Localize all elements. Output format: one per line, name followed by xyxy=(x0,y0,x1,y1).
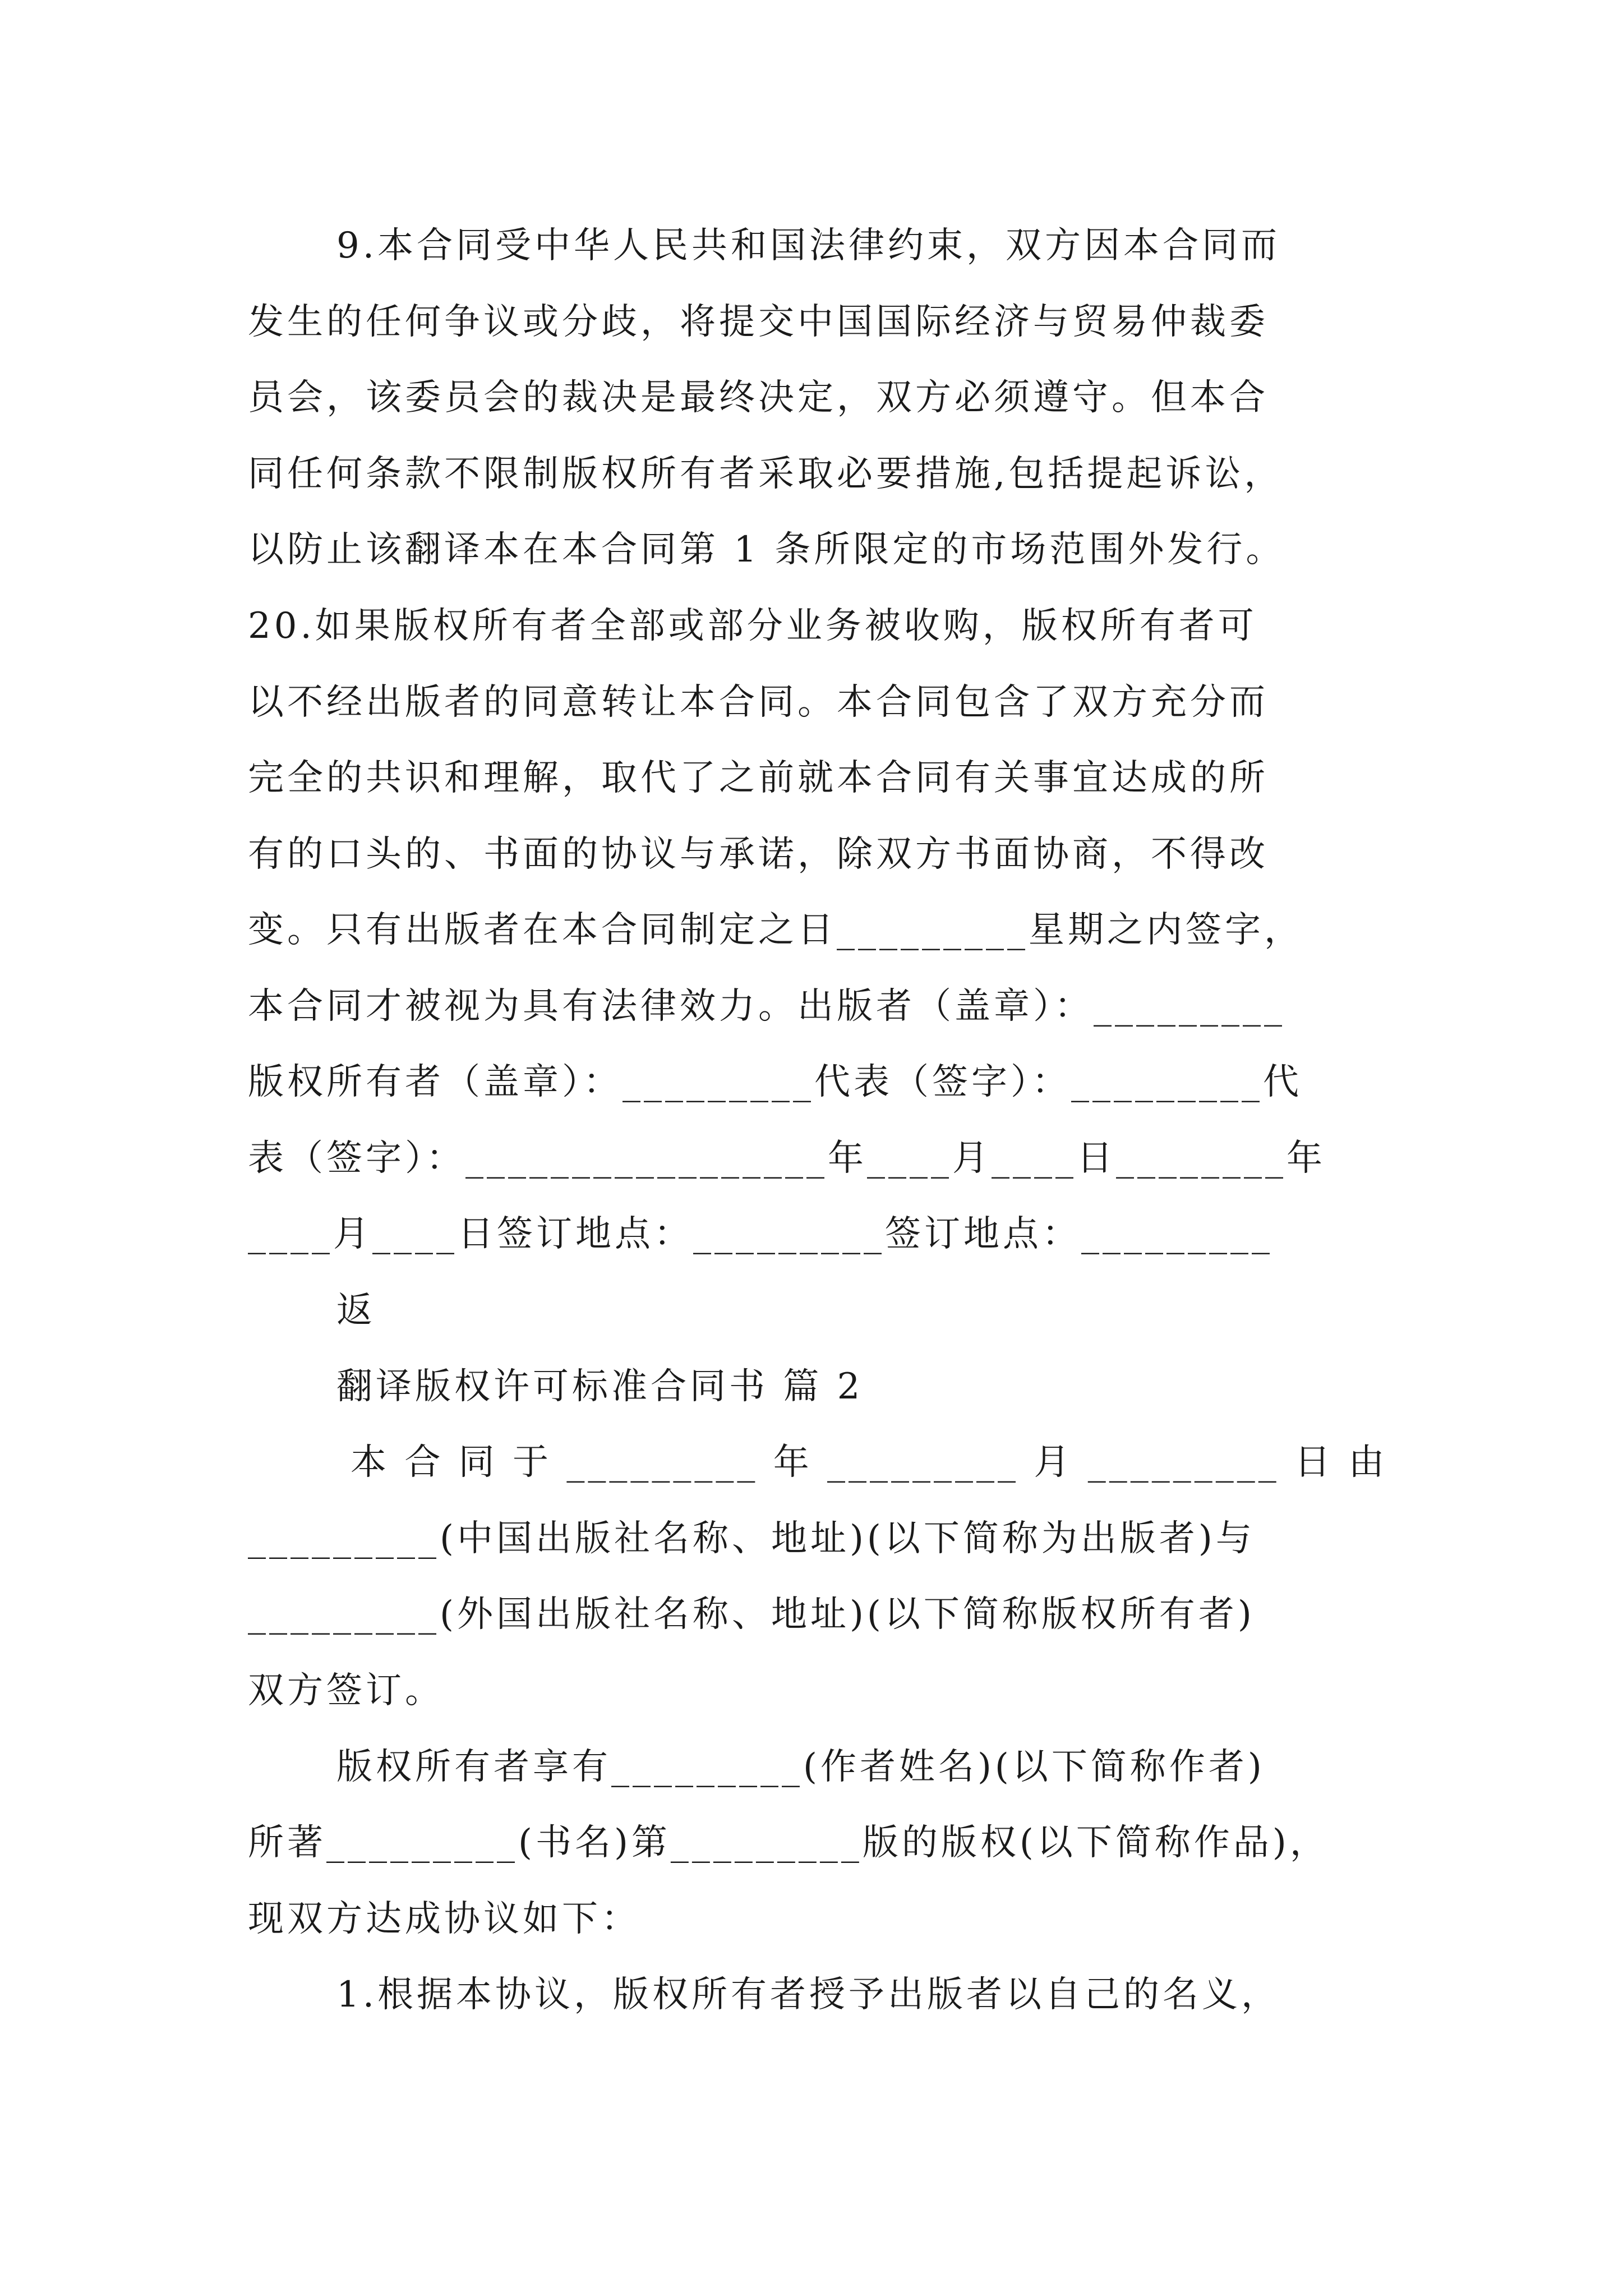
text-line: 1.根据本协议，版权所有者授予出版者以自己的名义， xyxy=(336,1974,1281,2016)
text-line: 表（签字）：_________________年____月____日________年 xyxy=(248,1138,1326,1179)
text-line: 返 xyxy=(336,1290,376,1331)
text-line: 变。只有出版者在本合同制定之日_________星期之内签字， xyxy=(248,909,1303,951)
text-line: 双方签订。 xyxy=(248,1670,444,1711)
text-line: 员会，该委员会的裁决是最终决定，双方必须遵守。但本合 xyxy=(248,377,1269,418)
text-line: _________(外国出版社名称、地址)(以下简称版权所有者) xyxy=(248,1594,1255,1635)
text-line: 完全的共识和理解，取代了之前就本合同有关事宜达成的所 xyxy=(248,757,1269,799)
text-line: 现双方达成协议如下： xyxy=(248,1898,640,1940)
text-line: 本 合 同 于 _________ 年 _________ 月 _________ 日 由 xyxy=(351,1442,1388,1483)
text-line: 有的口头的、书面的协议与承诺，除双方书面协商，不得改 xyxy=(248,834,1269,875)
text-line: _________(中国出版社名称、地址)(以下简称为出版者)与 xyxy=(248,1518,1255,1559)
text-line: 版权所有者（盖章）：_________代表（签字）：_________代 xyxy=(248,1061,1302,1103)
text-line: 以防止该翻译本在本合同第 1 条所限定的市场范围外发行。 xyxy=(248,529,1285,570)
text-line: ____月____日签订地点：_________签订地点：_________ xyxy=(248,1213,1273,1255)
section-heading: 翻译版权许可标准合同书 篇 2 xyxy=(336,1366,864,1407)
text-line: 同任何条款不限制版权所有者采取必要措施,包括提起诉讼， xyxy=(248,453,1284,495)
text-line: 版权所有者享有_________(作者姓名)(以下简称作者) xyxy=(336,1746,1265,1788)
text-line: 以不经出版者的同意转让本合同。本合同包含了双方充分而 xyxy=(248,682,1269,723)
text-line: 发生的任何争议或分歧，将提交中国国际经济与贸易仲裁委 xyxy=(248,301,1269,343)
text-line: 所著_________(书名)第_________版的版权(以下简称作品)， xyxy=(248,1822,1329,1864)
text-line: 20.如果版权所有者全部或部分业务被收购，版权所有者可 xyxy=(248,605,1257,647)
text-line: 9.本合同受中华人民共和国法律约束，双方因本合同而 xyxy=(336,225,1281,266)
text-line: 本合同才被视为具有法律效力。出版者（盖章）：_________ xyxy=(248,986,1285,1027)
